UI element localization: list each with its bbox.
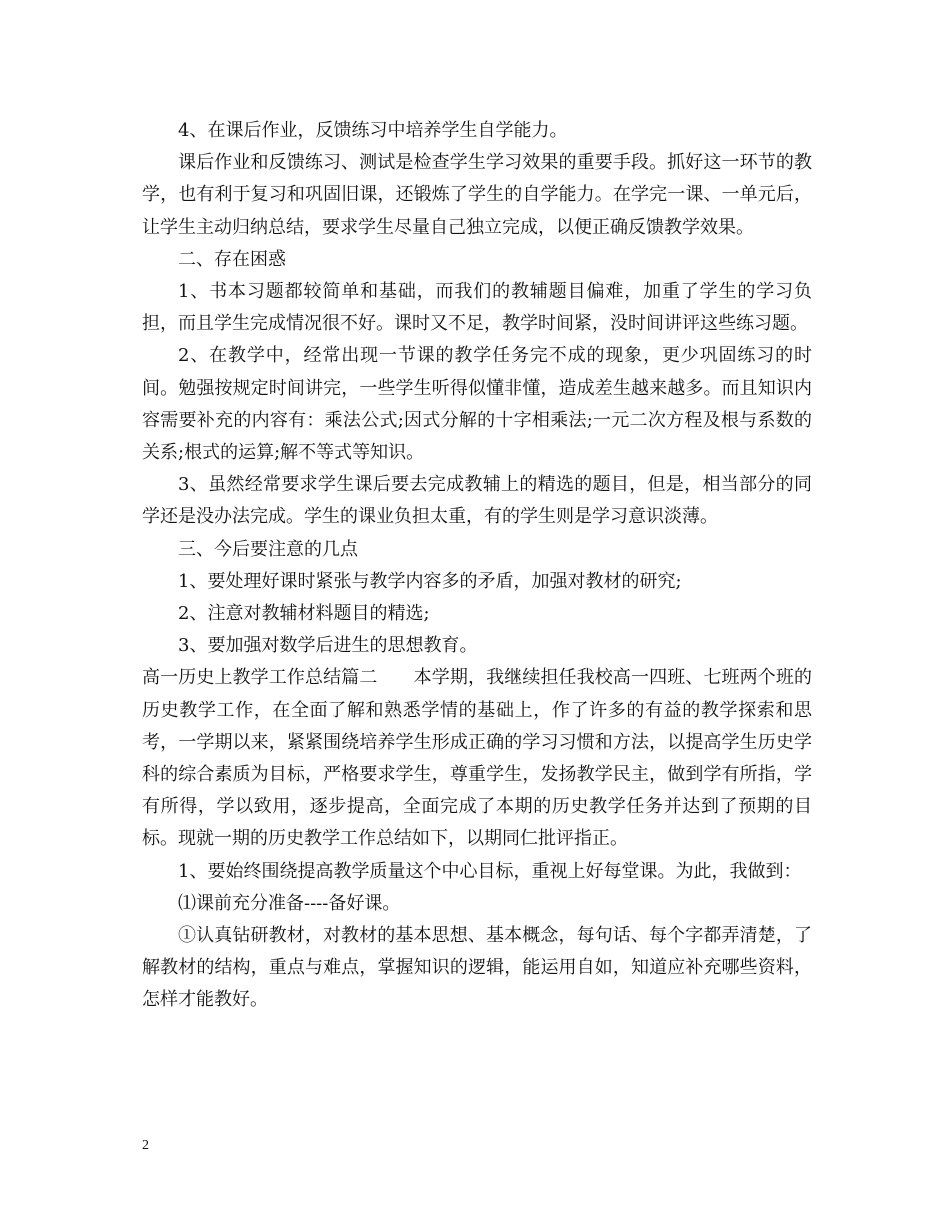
paragraph-lesson-prep: ⑴课前充分准备----备好课。 — [178, 892, 401, 914]
paragraph-point-3: 3、要加强对数学后进生的思想教育。 — [178, 635, 478, 657]
paragraph-homework-heading: 4、在课后作业，反馈练习中培养学生自学能力。 — [178, 120, 568, 141]
paragraph-difficulty-1: 1、书本习题都较简单和基础，而我们的教辅题目偏难，加重了学生的学习负担，而且学生完成情况很不好。课时又不足，教学时间紧，没时间讲评这些练习题。 — [142, 281, 812, 335]
section-heading-future-points: 三、今后要注意的几点 — [178, 538, 358, 560]
paragraph-difficulty-3: 3、虽然经常要求学生课后要去完成教辅上的精选的题目，但是，相当部分的同学还是没办法完成。学生的课业负担太重，有的学生则是学习意识淡薄。 — [142, 474, 812, 528]
document-body — [142, 115, 812, 1017]
paragraph-point-1: 1、要处理好课时紧张与教学内容多的矛盾，加强对教材的研究; — [178, 570, 682, 592]
paragraph-history-summary-intro: 高一历史上教学工作总结篇二 本学期，我继续担任我校高一四班、七班两个班的历史教学工作，在全面了解和熟悉学情的基础上，作了许多的有益的教学探索和思考，一学期以来，紧紧围绕培养学生形成正确的学习习惯和方法，以提高学生历史学科的综合素质为目标，严格要求学生，尊重学生，发扬教学民主，做到学有所指，学有所得，学以致用，逐步提高，全面完成了本期的历史教学任务并达到了预期的目标。现就一期的历史教学工作总结如下，以期同仁批评指正。 — [142, 667, 812, 850]
paragraph-history-goal: 1、要始终围绕提高教学质量这个中心目标，重视上好每堂课。为此，我做到： — [178, 860, 802, 882]
section-heading-difficulties: 二、存在困惑 — [178, 248, 286, 270]
page-number: 2 — [142, 1138, 149, 1153]
paragraph-homework-body: 课后作业和反馈练习、测试是检查学生学习效果的重要手段。抓好这一环节的教学，也有利于复习和巩固旧课，还锻炼了学生的自学能力。在学完一课、一单元后，让学生主动归纳总结，要求学生尽量自己独立完成，以便正确反馈教学效果。 — [142, 152, 812, 238]
paragraph-study-materials: ①认真钻研教材，对教材的基本思想、基本概念，每句话、每个字都弄清楚，了解教材的结构，重点与难点，掌握知识的逻辑，能运用自如，知道应补充哪些资料，怎样才能教好。 — [142, 925, 812, 1011]
paragraph-point-2: 2、注意对教辅材料题目的精选; — [178, 603, 430, 625]
paragraph-difficulty-2: 2、在教学中，经常出现一节课的教学任务完不成的现象，更少巩固练习的时间。勉强按规定时间讲完，一些学生听得似懂非懂，造成差生越来越多。而且知识内容需要补充的内容有：乘法公式;因式分解的十字相乘法;一元二次方程及根与系数的关系;根式的运算;解不等式等知识。 — [142, 345, 812, 464]
